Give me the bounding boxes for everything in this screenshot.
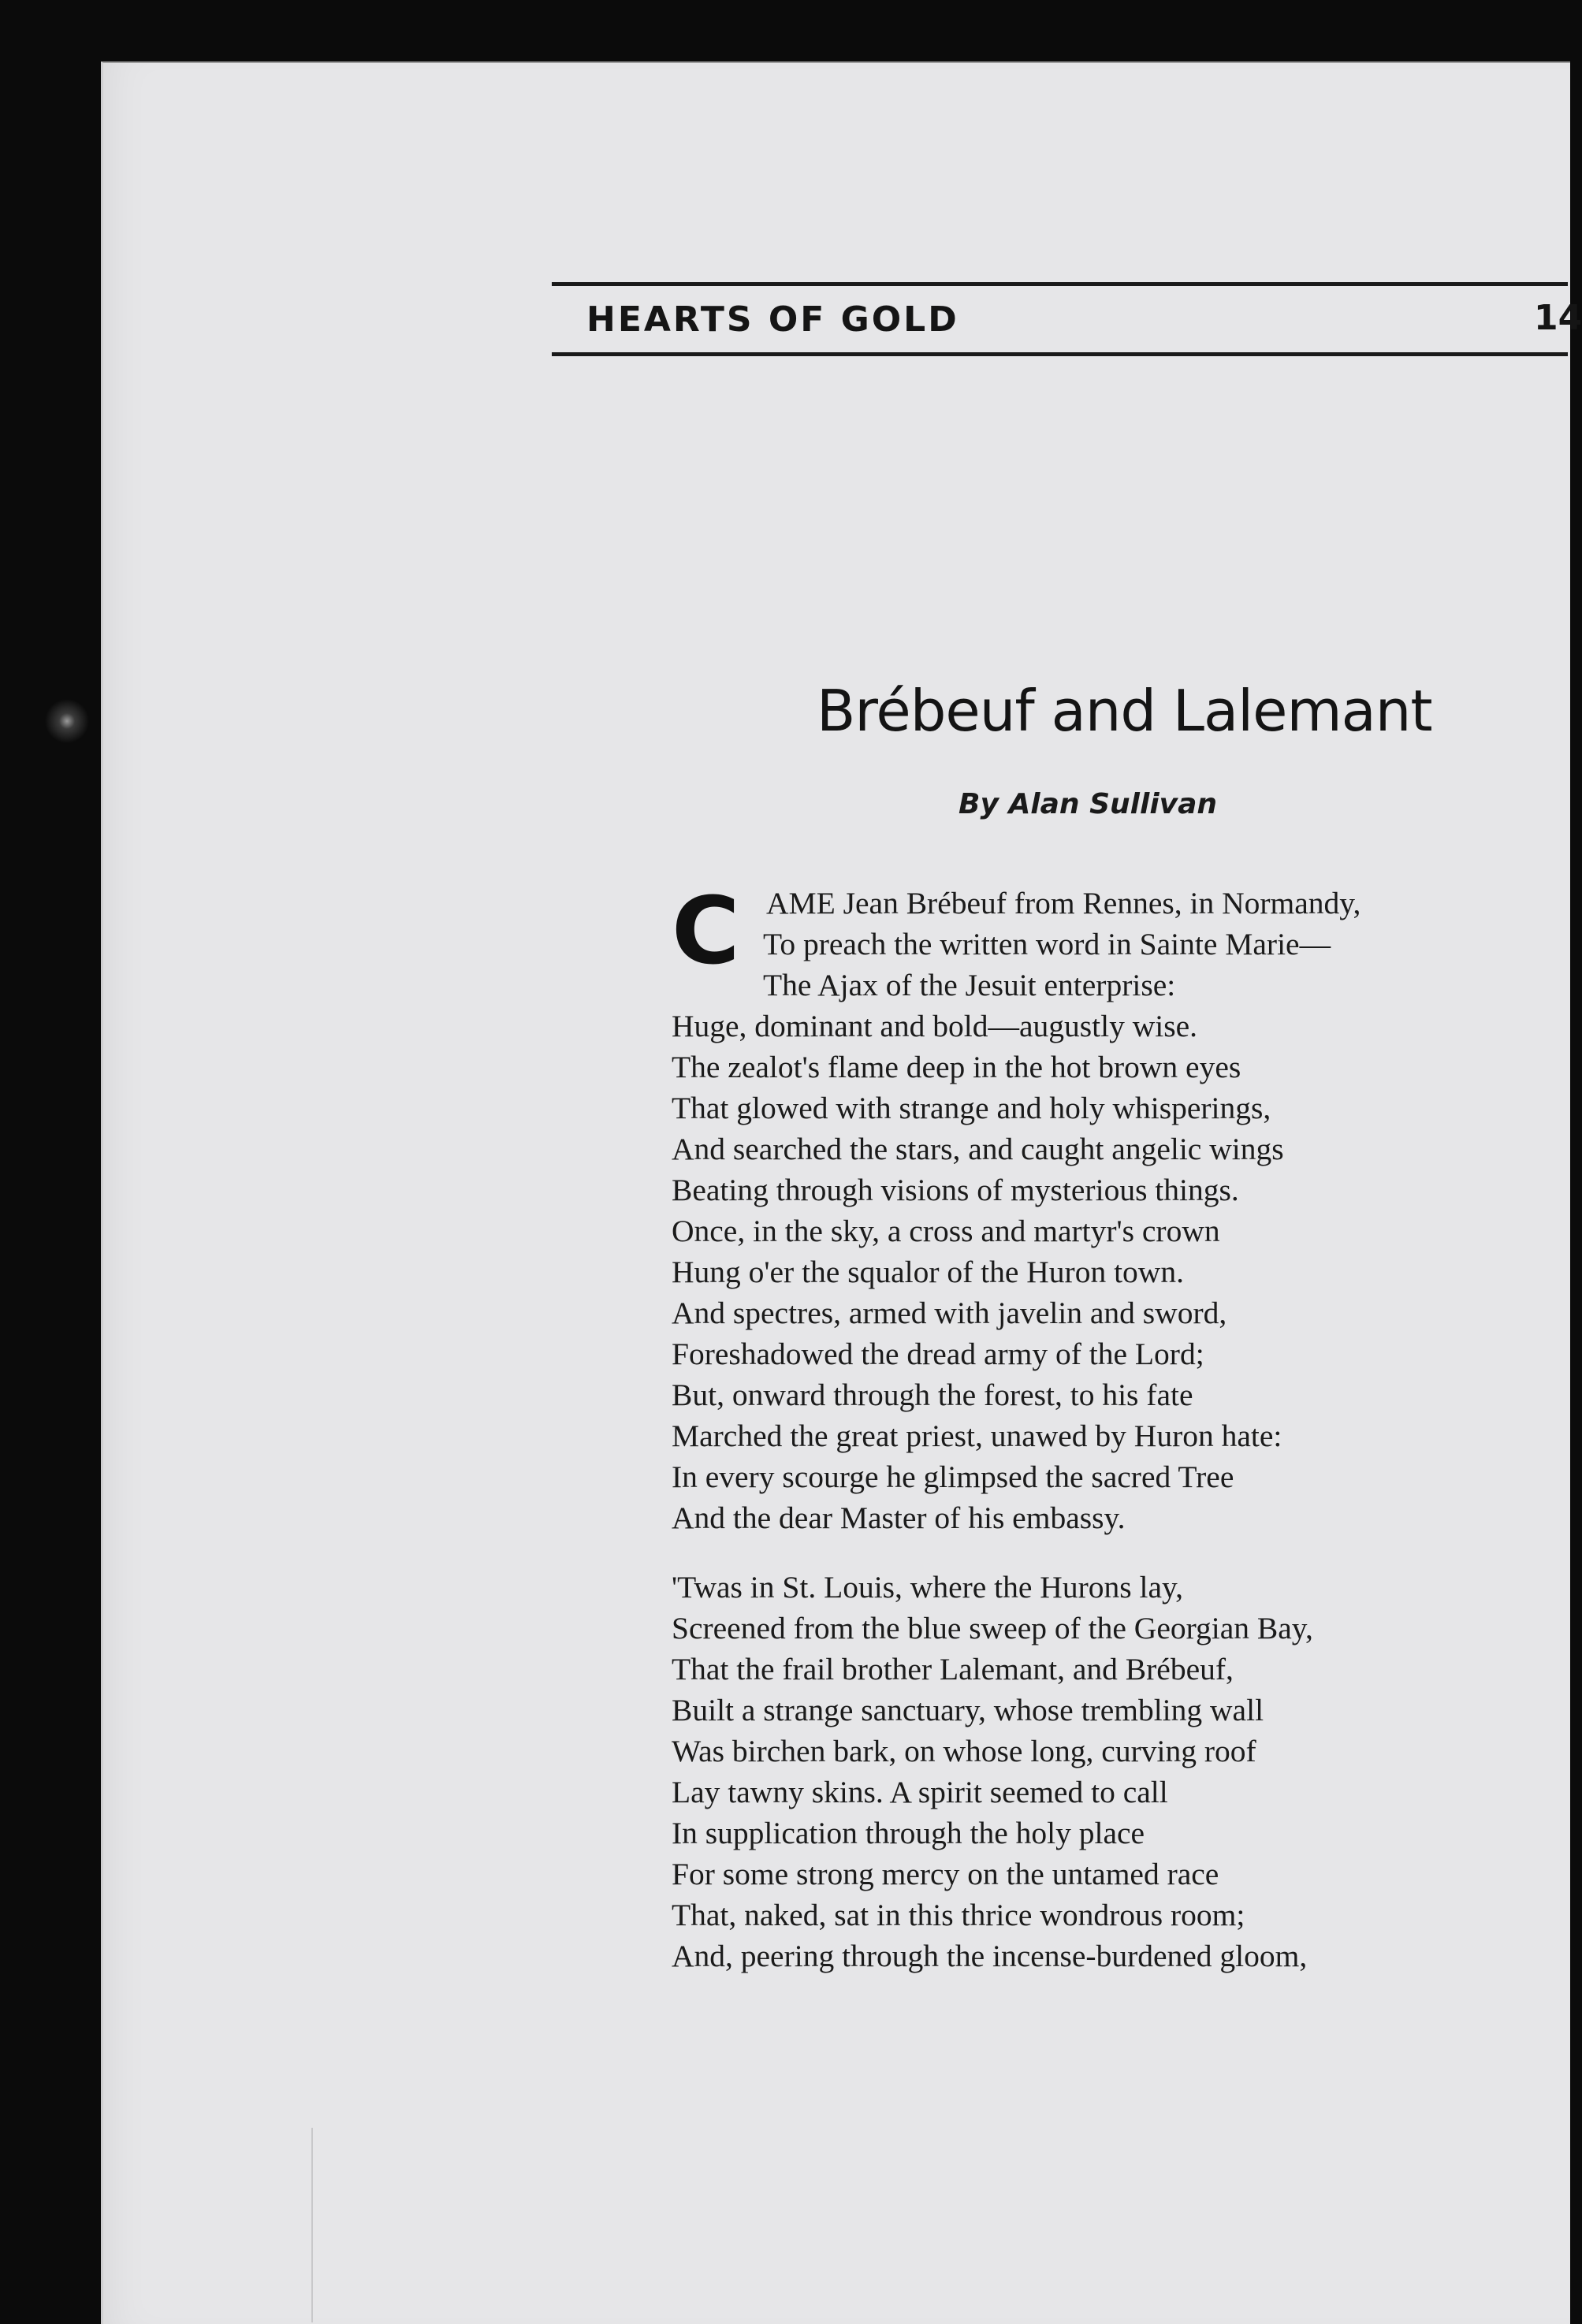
poem-line: Marched the great priest, unawed by Huron hate: <box>672 1419 1282 1453</box>
poem-line: That, naked, sat in this thrice wondrous room; <box>672 1898 1245 1932</box>
running-head: HEARTS OF GOLD <box>586 299 959 340</box>
poem-line: Built a strange sanctuary, whose trembling wall <box>672 1693 1264 1727</box>
poem-line: Once, in the sky, a cross and martyr's crown <box>672 1214 1220 1248</box>
page-number: 14 <box>1534 298 1582 338</box>
poem-line: In every scourge he glimpsed the sacred Tree <box>672 1459 1234 1494</box>
poem-line: That the frail brother Lalemant, and Brébeuf, <box>672 1652 1234 1686</box>
stanza-1 <box>672 876 1539 1538</box>
poem-line: AME Jean Brébeuf from Rennes, in Normandy, <box>766 886 1361 920</box>
page-fold-shadow <box>311 2128 313 2322</box>
poem-line: Foreshadowed the dread army of the Lord; <box>672 1337 1204 1371</box>
poem-line: Lay tawny skins. A spirit seemed to call <box>672 1775 1168 1809</box>
poem-line: And the dear Master of his embassy. <box>672 1500 1126 1535</box>
drop-cap: C <box>672 876 740 985</box>
stanza-2 <box>672 1567 1539 1976</box>
poem-line: The zealot's flame deep in the hot brown eyes <box>672 1050 1241 1084</box>
byline: By Alan Sullivan <box>959 788 1218 820</box>
poem-line: For some strong mercy on the untamed race <box>672 1857 1219 1891</box>
header-rule-top <box>552 282 1568 286</box>
poem-line: 'Twas in St. Louis, where the Hurons lay, <box>672 1570 1184 1604</box>
poem-line: Was birchen bark, on whose long, curving roof <box>672 1734 1256 1768</box>
poem-line: And searched the stars, and caught angelic wings <box>672 1132 1284 1166</box>
header-rule-bottom <box>552 352 1568 356</box>
poem-line: Huge, dominant and bold—augustly wise. <box>672 1009 1198 1043</box>
poem-line: Beating through visions of mysterious things. <box>672 1173 1239 1207</box>
poem-line: But, onward through the forest, to his fate <box>672 1378 1193 1412</box>
poem-line: And, peering through the incense-burdened gloom, <box>672 1939 1308 1973</box>
poem-line: In supplication through the holy place <box>672 1816 1145 1850</box>
poem-line: Hung o'er the squalor of the Huron town. <box>672 1255 1184 1289</box>
poem-line: And spectres, armed with javelin and sword, <box>672 1296 1227 1330</box>
poem-line: To preach the written word in Sainte Marie— <box>763 927 1331 961</box>
poem-body <box>672 876 1539 1976</box>
poem-title: Brébeuf and Lalemant <box>817 678 1432 744</box>
poem-line: Screened from the blue sweep of the Georgian Bay, <box>672 1611 1313 1645</box>
poem-line: The Ajax of the Jesuit enterprise: <box>763 968 1176 1002</box>
poem-line: That glowed with strange and holy whisperings, <box>672 1091 1271 1125</box>
